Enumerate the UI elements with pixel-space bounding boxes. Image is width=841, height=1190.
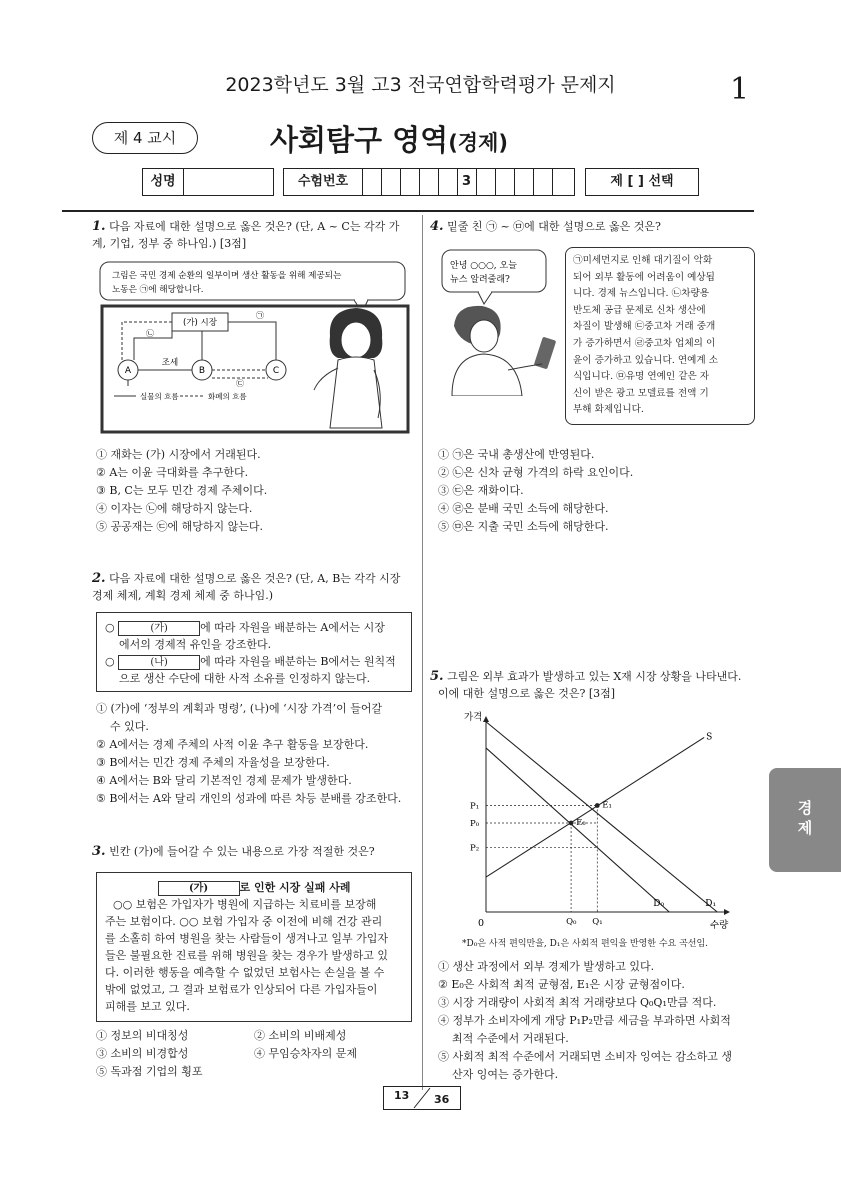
q2-option-3[interactable]: ③ B에서는 민간 경제 주체의 자율성을 보장한다. [96,756,330,769]
q4-news-box [565,247,755,425]
q5-option-5[interactable]: ⑤ 사회적 최적 수준에서 거래되면 소비자 잉여는 감소하고 생 [438,1050,732,1063]
q1-option-3[interactable]: ③ B, C는 모두 민간 경제 주체이다. [96,484,268,497]
q4-stem-text: 밑줄 친 ㉠ ~ ㉤에 대한 설명으로 옳은 것은? [447,220,661,233]
name-label: 성명 [143,169,184,195]
q3-option-5[interactable]: ⑤ 독과점 기업의 횡포 [96,1065,203,1078]
x-axis-label: 수량 [710,920,729,931]
q1-bubble-line1: 그림은 국민 경제 순환의 일부이며 생산 활동을 위해 제공되는 [112,271,342,281]
q3-option-1[interactable]: ① 정보의 비대칭성 [96,1029,189,1042]
q3-blank: (가) [158,881,240,896]
q2-option-2[interactable]: ② A에서는 경제 주체의 사적 이윤 추구 활동을 보장한다. [96,738,369,751]
curve-label-2: D₁ [705,899,717,909]
market-label: (가) 시장 [183,318,217,328]
price-tick-2: P₂ [470,843,480,854]
mark-b: ㉡ [146,329,154,338]
equilibrium-label-1: E₁ [602,800,612,811]
q5-chart [440,706,740,938]
q4-news-3: 니다. 경제 뉴스입니다. ㉡차량용 [573,288,710,300]
q5-option-1[interactable]: ① 생산 과정에서 외부 경제가 발생하고 있다. [438,960,655,973]
q2-option-1-cont: 수 있다. [110,720,149,733]
column-divider [422,215,423,1090]
q4-news-5: 차질이 발생해 ㉢중고차 거래 중개 [573,321,716,333]
q4-options [438,446,758,536]
q5-option-3[interactable]: ③ 시장 거래량이 사회적 최적 거래량보다 Q₀Q₁만큼 적다. [438,996,717,1009]
q2-blank-a: (가) [118,621,200,636]
node-c-label: C [272,366,280,376]
qty-tick-1: Q₁ [592,917,603,927]
q1-option-2[interactable]: ② A는 이윤 극대화를 추구한다. [96,466,249,479]
q2-stem-line1: 다음 자료에 대한 설명으로 옳은 것은? (단, A, B는 각각 시장 [109,572,401,585]
q5-stem-line2: 이에 대한 설명으로 옳은 것은? [3점] [438,687,616,700]
q1-stem-line2: 계, 기업, 정부 중 하나임.) [3점] [92,237,247,250]
q3-line-4: 들은 불필요한 진료를 위해 병원을 찾는 경우가 발생하고 있 [105,949,388,962]
node-b-label: B [198,366,206,376]
q4-option-3[interactable]: ③ ㉢은 재화이다. [438,484,524,497]
q3-stem-text: 빈칸 (가)에 들어갈 수 있는 내용으로 가장 적절한 것은? [109,845,375,858]
q5-number: 5. [430,669,444,684]
q2-line-a2: 에서의 경제적 유인을 강조한다. [119,638,272,651]
q2-line-b1: 에 따라 자원을 배분하는 B에서는 원칙적 [200,655,396,668]
exam-title: 2023학년도 3월 고3 전국연합학력평가 문제지 [225,74,616,96]
q4-news-9: 신이 받은 광고 모델료를 전액 기 [573,387,709,399]
q3-line-6: 밖에 없었고, 그 결과 보험료가 인상되어 다른 가입자들이 [105,983,378,996]
q4-option-1[interactable]: ① ㉠은 국내 총생산에 반영된다. [438,448,595,461]
curve-2 [486,722,717,912]
subject-side-tab [769,768,841,872]
page-total: 36 [434,1093,450,1106]
q4-speech-line2: 뉴스 알려줄래? [450,275,510,285]
node-a-label: A [124,366,132,376]
page-mark: 1 [730,72,750,107]
tax-label: 조세 [161,358,179,368]
q3-line-2: 주는 보험이다. ○○ 보험 가입자 중 이전에 비해 건강 관리 [105,915,383,928]
legend-real: 실물의 흐름 [140,392,179,401]
q3-options [96,1027,416,1081]
q5-option-4[interactable]: ④ 정부가 소비자에게 개당 P₁P₂만큼 세금을 부과하면 사회적 [438,1014,731,1027]
q3-option-2[interactable]: ② 소비의 비배제성 [254,1029,347,1042]
q4-speech-line1: 안녕 ○○○, 오늘 [450,261,517,271]
price-tick-0: P₁ [470,801,480,812]
q2-number: 2. [92,571,106,586]
q2-line-b2: 으로 생산 수단에 대한 사적 소유를 인정하지 않는다. [119,672,371,685]
q1-bubble-line2: 노동은 ㉠에 해당합니다. [112,285,204,295]
curve-0 [486,737,704,877]
q5-option-4-cont: 최적 수준에서 거래된다. [452,1032,569,1045]
q2-line-a1: 에 따라 자원을 배분하는 A에서는 시장 [200,621,385,634]
q2-blank-b: (나) [118,655,200,670]
q3-line-1: ○○ 보험은 가입자가 병원에 지급하는 치료비를 보장해 [113,898,377,911]
curve-1 [486,748,669,912]
student-illustration [438,246,566,396]
q5-option-2[interactable]: ② E₀은 사회적 최적 균형점, E₁은 시장 균형점이다. [438,978,685,991]
q3-option-3[interactable]: ③ 소비의 비경합성 [96,1047,189,1060]
mark-a: ㉠ [256,311,264,320]
q4-news-1: ㉠미세먼지로 인해 대기질이 악화 [573,255,713,266]
name-field[interactable] [142,168,274,196]
q4-news-4: 반도체 공급 문제로 신차 생산에 [573,304,706,316]
subject-sub: (경제) [448,131,508,155]
q4-option-4[interactable]: ④ ㉣은 분배 국민 소득에 해당한다. [438,502,609,515]
equilibrium-label-0: E₀ [576,817,586,828]
subject-title [270,118,508,159]
header-rule [62,210,754,212]
equilibrium-point-0 [569,821,574,826]
q4-stem [430,218,760,235]
q2-option-1[interactable]: ① (가)에 ‘정부의 계획과 명령’, (나)에 ‘시장 가격’이 들어갈 [96,702,383,715]
q4-number: 4. [430,219,444,234]
q2-option-4[interactable]: ④ A에서는 B와 달리 기본적인 경제 문제가 발생한다. [96,774,352,787]
curve-label-1: D₀ [653,899,665,909]
q2-options [96,700,416,808]
q2-stem [92,570,414,604]
q2-option-5[interactable]: ⑤ B에서는 A와 달리 개인의 성과에 따른 차등 분배를 강조한다. [96,792,402,805]
q3-stem [92,843,414,860]
q5-note: *D₀은 사적 편익만을, D₁은 사회적 편익을 반영한 수요 곡선임. [462,939,709,949]
elective-field[interactable]: 제 [ ] 선택 [585,168,699,196]
q1-number: 1. [92,219,106,234]
legend-money: 화폐의 흐름 [208,392,247,401]
exam-number-field[interactable] [283,168,575,196]
q4-news-10: 부해 화제입니다. [573,404,644,416]
page-number [383,1086,461,1110]
q3-number: 3. [92,844,106,859]
price-tick-1: P₀ [470,818,480,829]
y-axis-label: 가격 [464,712,483,723]
q5-options [438,958,760,1084]
q1-figure [92,258,414,438]
side-tab-label: 경제 [797,799,813,837]
page-current: 13 [394,1089,410,1102]
q3-box [96,872,412,1022]
q2-box: ○ (가) 에 따라 자원을 배분하는 A에서는 시장 에서의 경제적 유인을 강조한다. ○ (나) 에 따라 자원을 배분하는 B에서는 원칙적 으로 생산 수단에 대한 사적 소유를 인정하지 않는다. [96,612,412,692]
curve-label-0: S [706,732,713,743]
q2-stem-line2: 경제 체제, 계획 경제 체제 중 하나임.) [92,589,274,602]
subject-main: 사회탐구 영역 [270,123,449,157]
q1-stem-line1: 다음 자료에 대한 설명으로 옳은 것은? (단, A ~ C는 각각 가 [109,220,400,233]
exam-number-label: 수험번호 [284,169,363,195]
exam-number-digit: 3 [457,169,477,195]
q3-line-7: 피해를 보고 있다. [105,1000,190,1013]
q4-news-6: 가 증가하면서 ㉣중고차 업체의 이 [573,337,716,349]
q4-option-2[interactable]: ② ㉡은 신차 균형 가격의 하락 요인이다. [438,466,634,479]
q4-news-7: 윤이 증가하고 있습니다. 연예계 소 [573,354,718,366]
q4-option-5[interactable]: ⑤ ㉤은 지출 국민 소득에 해당한다. [438,520,609,533]
q1-stem [92,218,414,252]
origin-label: 0 [478,918,485,929]
q5-stem-line1: 그림은 외부 효과가 발생하고 있는 X재 시장 상황을 나타낸다. [447,670,742,683]
q1-option-1[interactable]: ① 재화는 (가) 시장에서 거래된다. [96,448,261,461]
mark-c: ㉢ [236,379,244,388]
q3-line-3: 를 소홀히 하여 병원을 찾는 사람들이 생겨나고 일부 가입자 [105,932,388,945]
q3-box-title: 로 인한 시장 실패 사례 [239,881,351,894]
q4-news-8: 식입니다. ㉤유명 연예인 같은 자 [573,371,710,383]
q1-option-4[interactable]: ④ 이자는 ㉡에 해당하지 않는다. [96,502,253,515]
q1-options [96,446,414,536]
q1-option-5[interactable]: ⑤ 공공재는 ㉢에 해당하지 않는다. [96,520,263,533]
period-badge: 제 4 교시 [92,122,198,154]
q3-line-5: 다. 이러한 행동을 예측할 수 없었던 보험사는 손실을 볼 수 [105,966,385,979]
q5-option-5-cont: 산자 잉여는 증가한다. [452,1068,559,1081]
q4-news-2: 되어 외부 활동에 어려움이 예상됩 [573,271,715,283]
equilibrium-point-1 [595,803,600,808]
qty-tick-0: Q₀ [566,917,577,927]
q5-stem [430,668,760,702]
q3-option-4[interactable]: ④ 무임승차자의 문제 [254,1047,358,1060]
